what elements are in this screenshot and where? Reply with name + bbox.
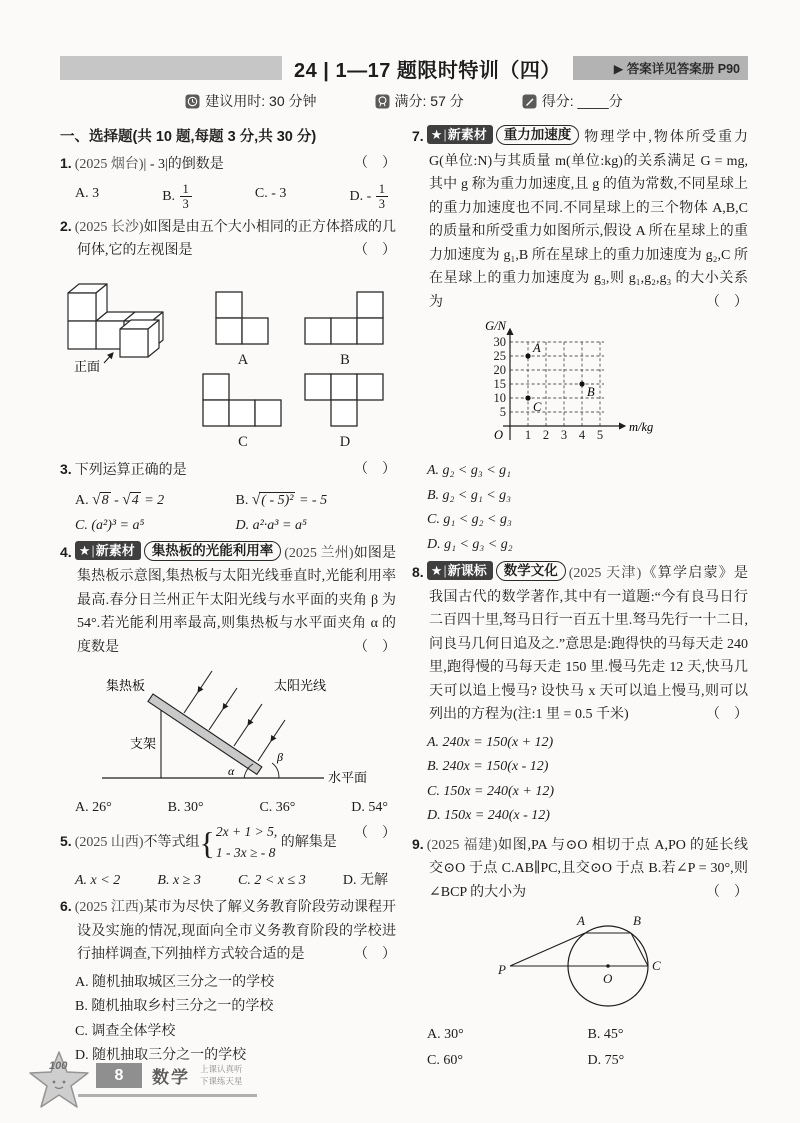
gravity-graph <box>470 318 690 454</box>
brace-glyph: { <box>199 824 215 861</box>
question-9-stem <box>412 833 748 905</box>
fraction: $\frac{1}{3}$ <box>180 182 192 212</box>
question-7-options <box>412 459 748 556</box>
y-axis-label: G/N <box>485 319 506 334</box>
point-B <box>579 382 584 387</box>
fraction: $\frac{1}{3}$ <box>376 182 388 212</box>
origin-label: O <box>493 428 503 443</box>
stem-text: 如图,PA 与⊙O 相切于点 A,PO 的延长线交⊙O 于点 C.AB∥PC,且交⊙O 于点 B.若∠P = 30°,则∠BCP 的大小为 <box>429 837 749 900</box>
stem-text: 下列运算正确的是 <box>74 463 187 479</box>
figure-label: D <box>339 433 351 450</box>
svg-text:25: 25 <box>493 349 506 364</box>
svg-text:15: 15 <box>493 377 506 392</box>
alpha-label: α <box>228 763 235 778</box>
right-column <box>412 125 748 1075</box>
option-b: B. g₂ < g₁ < g₃ <box>427 487 512 503</box>
topic-badge: 数学文化 <box>496 561 566 581</box>
subject-label: 数学 <box>152 1068 190 1087</box>
question-4-figure <box>60 664 396 790</box>
stem-text: | - 3|的倒数是 <box>143 157 224 173</box>
option-c: C. g₁ < g₂ < g₃ <box>427 512 512 528</box>
support-label: 支架 <box>129 735 156 751</box>
question-6-stem <box>60 895 396 967</box>
score-field-label: 得分: ____分 <box>541 93 623 109</box>
option-b: B. 30° <box>167 799 204 815</box>
question-5-options <box>60 868 396 896</box>
option-c-figure <box>192 373 294 454</box>
exam-source: (2025 福建) <box>426 837 498 853</box>
left-column <box>60 125 396 1075</box>
question-4-options <box>60 795 396 823</box>
question-number: 8. <box>412 564 424 581</box>
svg-text:10: 10 <box>493 391 506 406</box>
stem-text-suffix: 的解集是 <box>277 835 337 851</box>
stem-text: 如图是由五个大小相同的正方体搭成的几何体,它的左视图是 <box>77 219 397 259</box>
answer-bracket: （ ） <box>354 947 396 963</box>
svg-text:A: A <box>533 341 541 356</box>
cube-solid-figure <box>60 267 192 373</box>
svg-text:2: 2 <box>542 428 550 443</box>
stem-text: 不等式组 <box>143 835 200 851</box>
stem-text: 《算学启蒙》是我国古代的数学著作,其中有一道题:“今有良马日行二百四十里,驽马日行一百五十里.驽马先行一十二日,问良马几何日追及之.”意思是:跑得快的马每天走 240 里,跑得慢的马每天走 150 里.慢马先走 12 天,快马几天可以追上慢马? 设快马 x 天可以追上慢马,则可以列出的方程为(注:1 里 = 0.5 千米) <box>429 566 749 723</box>
option-c: C. 2 < x ≤ 3 <box>238 872 306 888</box>
svg-text:3: 3 <box>560 428 568 443</box>
question-number: 7. <box>412 128 424 144</box>
circle-geometry-figure <box>430 908 730 1018</box>
option-a: A. 30° <box>427 1027 464 1043</box>
point-A <box>525 354 530 359</box>
option-d: D. 150x = 240(x - 12) <box>427 808 550 824</box>
option-a: A. g₂ < g₃ < g₁ <box>427 463 512 479</box>
page-number: 8 <box>96 1063 142 1088</box>
star-icon: ★ <box>430 127 443 142</box>
option-a: A. x < 2 <box>75 872 121 888</box>
footer-slogan: 上课认真听 下课练天星 <box>200 1064 243 1086</box>
front-face-label: 正面 <box>74 358 101 373</box>
option-d: D. g₁ < g₃ < g₂ <box>427 536 513 552</box>
title-left-bar <box>60 56 282 80</box>
option-c: C. (a²)³ = a⁵ <box>75 518 145 534</box>
svg-text:4: 4 <box>578 428 586 443</box>
question-7-stem <box>412 125 748 314</box>
solar-collector-figure <box>78 664 378 790</box>
answer-bracket: （ ） <box>354 639 396 655</box>
stem-text: 物理学中,物体所受重力 G(单位:N)与其质量 m(单位:kg)的关系满足 G = mg,其中 g 称为重力加速度,且 g 的值为常数,不同星球上的重力加速度也不同.不同星球上的三个物体 A,B,C 的质量和所受重力如图所示,假设 A 所在星球上的重力加速度为 g₁,B 所在星球上的重力加速度为 g₂,C 所在星球上的重力加速度为 g₃,则 g₁,g₂,g₃ 的大小关系为 <box>429 130 748 310</box>
stem-text: 某市为尽快了解义务教育阶段劳动课程开设及实施的情况,现面向全市义务教育阶段的学校进行抽样调查,下列抽样方式较合适的是 <box>77 900 397 963</box>
medal-icon <box>375 94 390 109</box>
question-number: 5. <box>60 833 72 850</box>
question-number: 4. <box>60 543 72 560</box>
option-b: B. 45° <box>587 1027 624 1043</box>
option-c: C. 调查全体学校 <box>75 1023 176 1039</box>
answer-bracket: （ ） <box>354 243 396 259</box>
label-A: A <box>577 913 585 929</box>
option-c: C. - 3 <box>254 185 287 201</box>
pencil-icon <box>522 94 537 109</box>
option-d: D. - $\frac{1}{3}$ <box>349 182 388 212</box>
question-2-figures-row2 <box>60 373 396 454</box>
option-c: C. 60° <box>427 1052 463 1068</box>
svg-text:30: 30 <box>493 335 506 350</box>
option-d-figure <box>294 373 396 454</box>
svg-text:20: 20 <box>493 363 506 378</box>
option-b: B. √( - 5)² = - 5 <box>235 490 328 508</box>
clock-icon <box>185 94 200 109</box>
meta-row <box>60 91 748 111</box>
option-b-figure <box>294 291 396 372</box>
option-b: B. 随机抽取乡村三分之一的学校 <box>75 999 274 1015</box>
full-score <box>375 91 464 111</box>
sun-rays-label: 太阳光线 <box>274 677 327 693</box>
exam-source: (2025 江西) <box>74 900 144 916</box>
beta-label: β <box>277 749 283 764</box>
star-mascot <box>26 1048 92 1112</box>
star-icon: ★ <box>78 542 91 558</box>
option-a: A. √8 - √4 = 2 <box>75 490 165 508</box>
option-a: A. 3 <box>75 185 100 201</box>
answer-bracket: （ ） <box>706 294 748 310</box>
question-5-stem <box>60 822 396 864</box>
option-d: D. 无解 <box>342 872 388 888</box>
topic-badge: 集热板的光能利用率 <box>144 541 282 561</box>
question-number: 3. <box>60 461 72 478</box>
option-b: B. x ≥ 3 <box>157 872 201 888</box>
option-c: C. 150x = 240(x + 12) <box>427 783 554 799</box>
footer-bar <box>78 1063 257 1097</box>
exam-source: (2025 兰州) <box>284 545 354 561</box>
exam-source: (2025 山西) <box>74 835 144 851</box>
svg-text:B: B <box>587 385 595 400</box>
option-d: D. 54° <box>351 799 388 815</box>
option-a-figure <box>192 291 294 372</box>
new-material-badge: ★|新素材 <box>75 541 141 560</box>
question-4-stem <box>60 541 396 660</box>
question-8-options <box>412 731 748 828</box>
option-d: D. a²·a³ = a⁵ <box>235 518 307 534</box>
svg-text:1: 1 <box>524 428 532 443</box>
exam-source: (2025 天津) <box>568 566 642 582</box>
option-c: C. 36° <box>259 799 296 815</box>
question-2-stem <box>60 215 396 263</box>
question-number: 2. <box>60 217 72 234</box>
answer-bracket: （ ） <box>706 707 748 723</box>
new-standard-badge: ★|新课标 <box>427 561 493 580</box>
page-footer <box>26 1048 257 1112</box>
plate-label: 集热板 <box>106 677 146 693</box>
option-a: A. 随机抽取城区三分之一的学校 <box>75 974 275 990</box>
x-axis-label: m/kg <box>629 420 654 435</box>
answer-bracket: （ ） <box>706 884 748 900</box>
question-1-options <box>60 181 396 215</box>
option-d: D. 随机抽取三分之一的学校 <box>75 1048 247 1064</box>
question-1-stem <box>60 152 396 177</box>
label-C: C <box>652 958 661 974</box>
figure-label: C <box>238 433 248 450</box>
option-b: B. $\frac{1}{3}$ <box>162 182 192 212</box>
suggested-time <box>185 91 316 111</box>
label-O: O <box>603 971 613 987</box>
answer-bracket: （ ） <box>354 156 396 172</box>
ground-label: 水平面 <box>328 769 368 785</box>
answer-bracket: （ ） <box>354 462 396 478</box>
page-title: 24 | 1—17 题限时特训（四） <box>294 59 561 82</box>
exam-source: (2025 长沙) <box>74 219 144 235</box>
question-number: 6. <box>60 898 72 915</box>
option-a: A. 26° <box>75 799 112 815</box>
new-material-badge: ★|新素材 <box>427 125 493 144</box>
question-3-options <box>60 487 396 541</box>
svg-text:5: 5 <box>499 405 506 420</box>
question-7-figure <box>412 318 748 454</box>
section-heading: 一、选择题(共 10 题,每题 3 分,共 30 分) <box>60 129 317 145</box>
question-2-figures-row1 <box>60 267 396 373</box>
full-score-label: 满分: 57 分 <box>394 93 464 109</box>
exam-source: (2025 烟台) <box>74 157 144 173</box>
figure-label: B <box>340 352 350 369</box>
question-number: 9. <box>412 835 424 852</box>
topic-badge: 重力加速度 <box>496 125 580 145</box>
star-icon: ★ <box>430 563 443 579</box>
option-d: D. 75° <box>587 1052 625 1068</box>
question-9-options <box>412 1023 748 1075</box>
answer-reference: ▶ 答案详见答案册 P90 <box>573 56 748 80</box>
answer-bracket: （ ） <box>354 826 396 842</box>
stem-text: 如图是集热板示意图,集热板与太阳光线垂直时,光能利用率最高.春分日兰州正午太阳光线与水平面的夹角 β 为 54°.若光能利用率最高,则集热板与水平面夹角 α 的度数是 <box>77 545 397 655</box>
header <box>60 54 748 82</box>
question-9-figure <box>412 908 748 1018</box>
question-3-stem <box>60 458 396 483</box>
option-b: B. 240x = 150(x - 12) <box>427 759 549 775</box>
svg-text:5: 5 <box>596 428 604 443</box>
svg-text:C: C <box>533 400 542 415</box>
question-8-stem <box>412 561 748 727</box>
question-number: 1. <box>60 155 72 172</box>
point-C <box>525 396 530 401</box>
inequality-system: { 2x + 1 > 5, 1 - 3x ≥ - 8 <box>199 824 278 861</box>
label-P: P <box>498 962 506 978</box>
score-field <box>522 91 623 111</box>
option-a: A. 240x = 150(x + 12) <box>427 734 554 750</box>
star-badge-number: 100 <box>49 1060 68 1072</box>
figure-label: A <box>237 352 249 369</box>
suggested-time-label: 建议用时: 30 分钟 <box>205 93 317 109</box>
label-B: B <box>633 913 641 929</box>
